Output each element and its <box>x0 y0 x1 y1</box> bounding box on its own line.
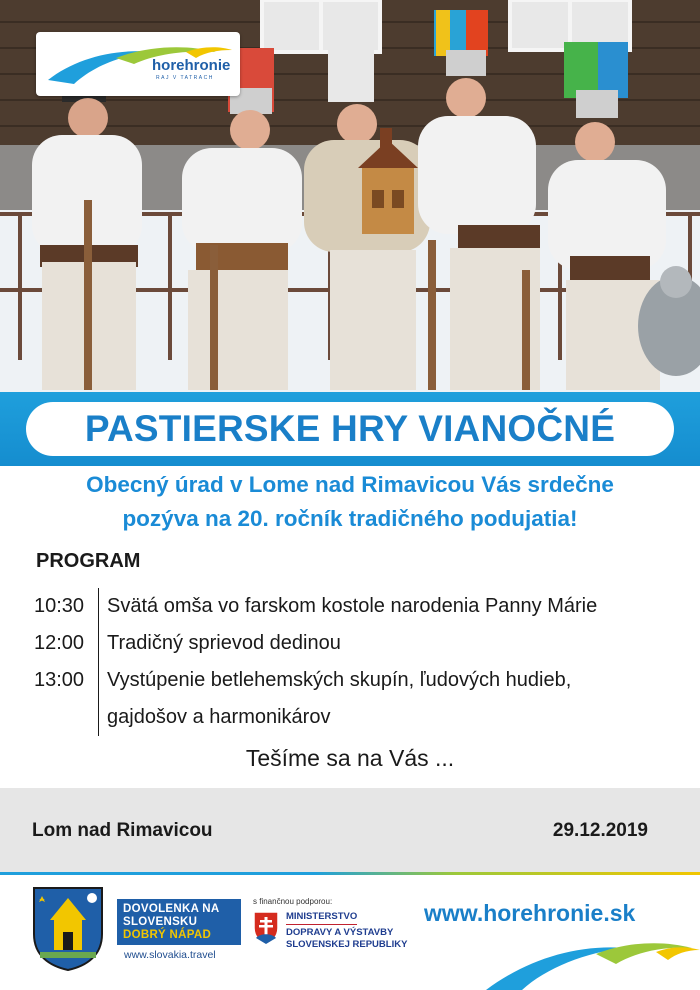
logo-brand: horehronie <box>152 57 231 74</box>
program-item <box>34 625 674 662</box>
swoosh-decoration-icon <box>486 930 700 990</box>
event-title: PASTIERSKE HRY VIANOČNÉ <box>84 408 616 449</box>
program-heading: PROGRAM <box>36 550 141 572</box>
invite-line-2: pozýva na 20. ročník tradičného podujatia! <box>122 506 578 531</box>
slovakia-travel-logo <box>117 899 241 945</box>
program-description <box>107 588 674 625</box>
program-divider <box>98 625 99 662</box>
program-description <box>107 662 674 736</box>
horehronie-url[interactable]: www.horehronie.sk <box>424 900 636 926</box>
title-band <box>0 392 700 466</box>
slovakia-line-3: DOBRÝ NÁPAD <box>123 929 212 941</box>
program-divider <box>98 588 99 625</box>
ministry-line-3: SLOVENSKEJ REPUBLIKY <box>286 939 408 950</box>
color-divider <box>0 872 700 875</box>
program-time: 10:30 <box>34 595 85 617</box>
venue-band <box>0 788 700 872</box>
logo-tagline: RAJ V TATRACH <box>156 75 214 81</box>
support-label: s finančnou podporou: <box>253 897 333 906</box>
ministry-line-1: MINISTERSTVO <box>286 911 357 925</box>
program-line: Tradičný sprievod dedinou <box>107 632 341 654</box>
venue-place: Lom nad Rimavicou <box>32 820 213 841</box>
program-description <box>107 625 674 662</box>
slovak-coat-of-arms-icon <box>252 910 280 946</box>
closing-text: Tešíme sa na Vás ... <box>245 745 455 771</box>
program-line: Svätá omša vo farskom kostole narodenia Panny Márie <box>107 595 598 617</box>
program-item <box>34 662 674 736</box>
ministry-line-2: DOPRAVY A VÝSTAVBY <box>286 927 394 938</box>
slovakia-line-2: SLOVENSKU <box>123 916 198 928</box>
invitation-text <box>0 468 700 536</box>
ministry-logo <box>286 911 407 951</box>
title-pill <box>26 402 674 456</box>
program-list <box>34 588 674 736</box>
program-divider <box>98 662 99 736</box>
village-crest-icon <box>30 884 106 972</box>
horehronie-logo <box>36 32 240 96</box>
venue-date: 29.12.2019 <box>552 820 648 841</box>
program-line: Vystúpenie betlehemských skupín, ľudových hudieb, <box>107 669 572 691</box>
program-time: 12:00 <box>34 632 85 654</box>
slovakia-line-1: DOVOLENKA NA <box>123 903 220 915</box>
slovakia-url[interactable]: www.slovakia.travel <box>124 949 216 961</box>
program-item <box>34 588 674 625</box>
program-line: gajdošov a harmonikárov <box>107 706 331 728</box>
program-time: 13:00 <box>34 669 85 691</box>
header-photo <box>0 0 700 392</box>
invite-line-1: Obecný úrad v Lome nad Rimavicou Vás srdečne <box>86 472 614 497</box>
